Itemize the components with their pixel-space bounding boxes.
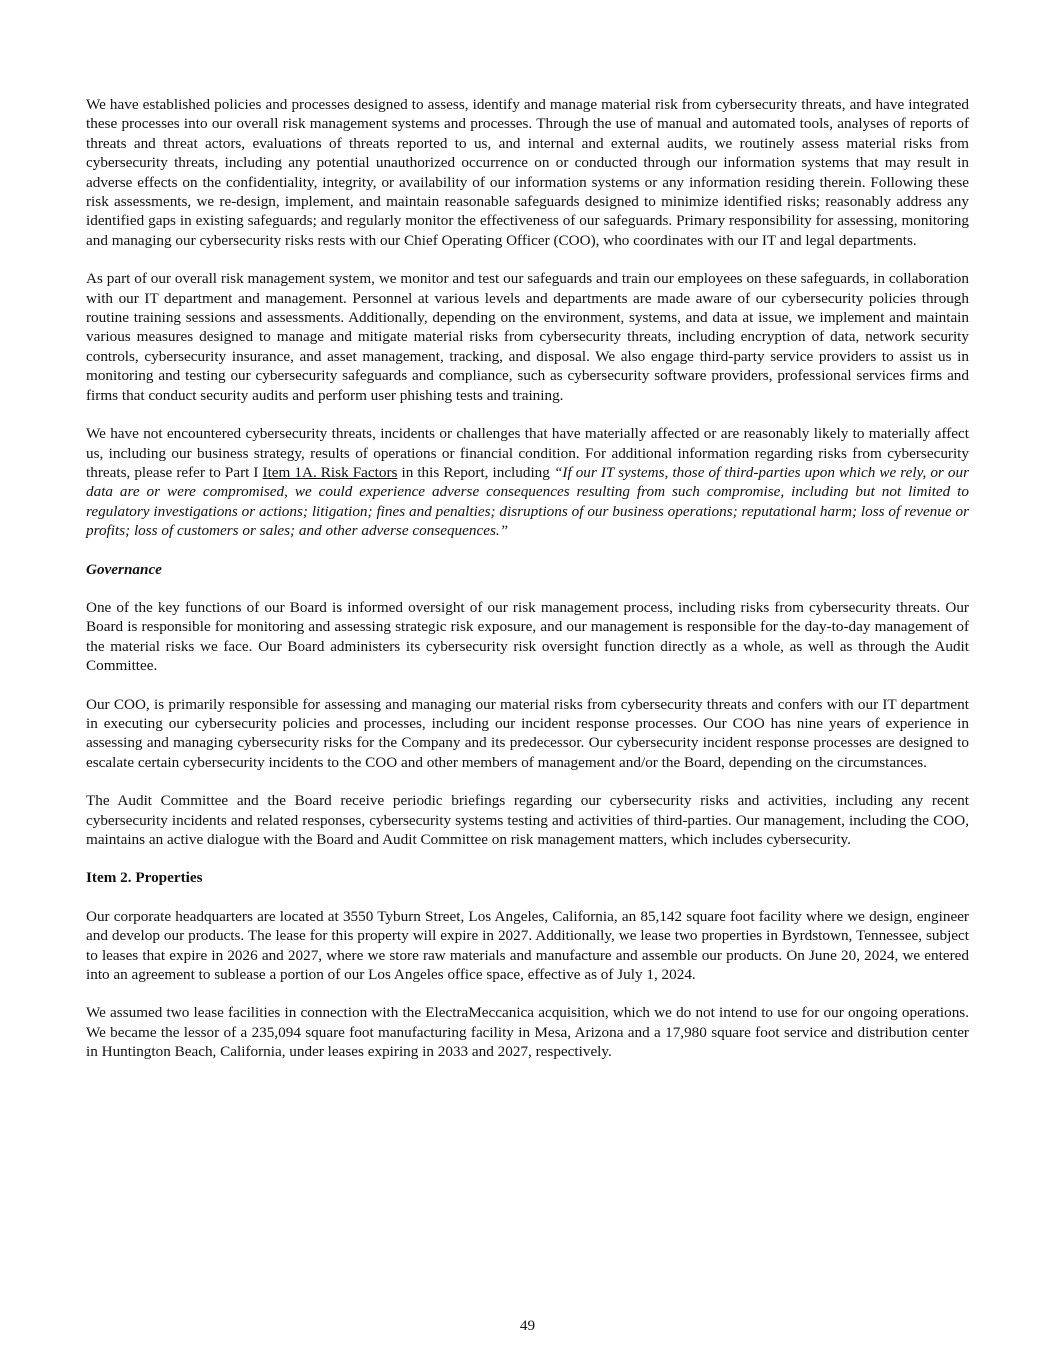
- headquarters-paragraph: Our corporate headquarters are located at 3550 Tyburn Street, Los Angeles, California, an 85,142 square foot facility where we design, engineer and develop our products. The lease for this property will expire in 2027. Additionally, we lease two properties in Byrdstown, Tennessee, subject to leases that expire in 2026 and 2027, where we store raw materials and manufacture and assemble our products. On June 20, 2024, we entered into an agreement to sublease a portion of our Los Angeles office space, effective as of July 1, 2024.: [86, 907, 969, 984]
- risk-management-paragraph: We have established policies and processes designed to assess, identify and manage material risk from cybersecurity threats, and have integrated these processes into our overall risk management systems and processes. Through the use of manual and automated tools, analyses of reports of threats and threat actors, evaluations of threats reported to us, and internal and external audits, we routinely assess material risks from cybersecurity threats, including any potential unauthorized occurrence on or conducted through our information systems that may result in adverse effects on the confidentiality, integrity, or availability of our information systems or any information residing therein. Following these risk assessments, we re-design, implement, and maintain reasonable safeguards designed to minimize identified risks; reasonably address any identified gaps in existing safeguards; and regularly monitor the effectiveness of our safeguards. Primary responsibility for assessing, monitoring and managing our cybersecurity risks rests with our Chief Operating Officer (COO), who coordinates with our IT and legal departments.: [86, 96, 969, 249]
- safeguards-paragraph: As part of our overall risk management system, we monitor and test our safeguards and train our employees on these safeguards, in collaboration with our IT department and management. Personnel at various levels and departments are made aware of our cybersecurity policies through routine training sessions and assessments. Additionally, depending on the environment, systems, and data at issue, we implement and maintain various measures designed to manage and mitigate material risks from cybersecurity threats, including encryption of data, network security controls, cybersecurity insurance, and asset management, tracking, and disposal. We also engage third-party service providers to assist us in monitoring and testing our cybersecurity safeguards and compliance, such as cybersecurity software providers, professional services firms and firms that conduct security audits and perform user phishing tests and training.: [86, 270, 969, 404]
- audit-committee-paragraph: The Audit Committee and the Board receive periodic briefings regarding our cybersecurity risks and activities, including any recent cybersecurity incidents and related responses, cybersecurity systems testing and activities of third-parties. Our management, including the COO, maintains an active dialogue with the Board and Audit Committee on risk management matters, which includes cybersecurity.: [86, 792, 969, 848]
- document-page: [86, 95, 969, 1081]
- threats-paragraph-text: We have not encountered cybersecurity threats, incidents or challenges that have materially affected or are reasonably likely to materially affect us, including our business strategy, results of operations or financial condition. For additional information regarding risks from cybersecurity threats, please refer to Part I: [86, 425, 969, 481]
- risk-factors-link[interactable]: Item 1A. Risk Factors: [262, 463, 398, 481]
- threats-paragraph-middle: in this Report, including: [397, 463, 554, 481]
- governance-heading: Governance: [86, 560, 162, 578]
- coo-responsibility-paragraph: Our COO, is primarily responsible for assessing and managing our material risks from cybersecurity threats and confers with our IT department in executing our cybersecurity policies and processes, including our incident response processes. Our COO has nine years of experience in assessing and managing cybersecurity risks for the Company and its predecessor. Our cybersecurity incident response processes are designed to escalate certain cybersecurity incidents to the COO and other members of management and/or the Board, depending on the circumstances.: [86, 695, 969, 771]
- board-oversight-paragraph: One of the key functions of our Board is informed oversight of our risk management process, including risks from cybersecurity threats. Our Board is responsible for monitoring and assessing strategic risk exposure, and our management is responsible for the day-to-day management of the material risks we face. Our Board administers its cybersecurity risk oversight function directly as a whole, as well as through the Audit Committee.: [86, 598, 969, 675]
- threats-paragraph: [86, 424, 969, 540]
- page-number: 49: [519, 1317, 536, 1334]
- lease-facilities-paragraph: We assumed two lease facilities in connection with the ElectraMeccanica acquisition, which we do not intend to use for our ongoing operations. We became the lessor of a 235,094 square foot manufacturing facility in Mesa, Arizona and a 17,980 square foot service and distribution center in Huntington Beach, California, under leases expiring in 2033 and 2027, respectively.: [86, 1004, 969, 1061]
- risk-factor-quote: “If our IT systems, those of third-parties upon which we rely, or our data are or were compromised, we could experience adverse consequences resulting from such compromise, including but not limited to regulatory investigations or actions; litigation; fines and penalties; disruptions of our business operations; reputational harm; loss of revenue or profits; loss of customers or sales; and other adverse consequences.”: [86, 463, 969, 540]
- properties-heading: Item 2. Properties: [86, 869, 203, 887]
